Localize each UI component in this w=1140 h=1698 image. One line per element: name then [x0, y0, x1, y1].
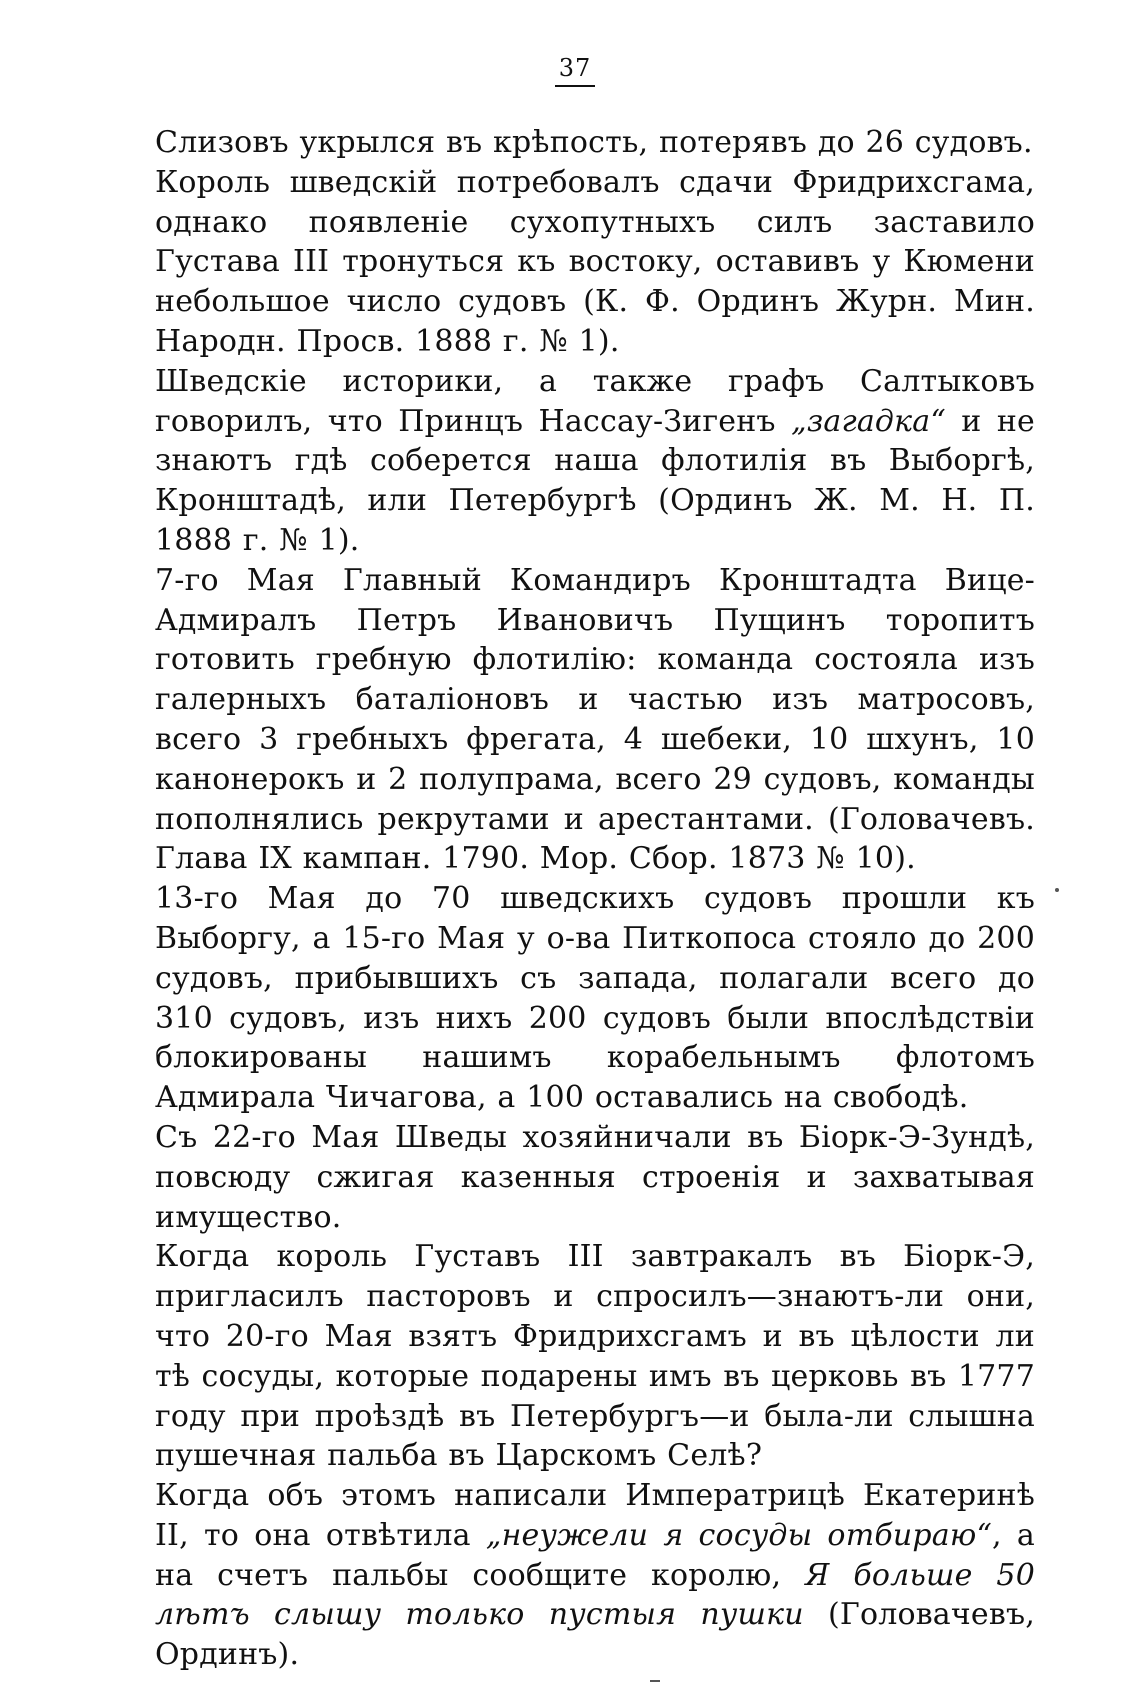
- paragraph-8-text-before: Когда объ этомъ написали Императрицѣ Екатеринѣ II, то она отвѣтила: [155, 1478, 1035, 1553]
- paragraph-6: [155, 1118, 1035, 1237]
- paragraph-7: [155, 1237, 1035, 1476]
- paragraph-8-text-middle: , а на счетъ пальбы сообщите королю,: [155, 1517, 1035, 1593]
- paragraph-3-text-after: и не знаютъ гдѣ соберется наша флотилія въ Выборгѣ, Кронштадѣ, или Петербургѣ (Ординъ Ж. М. Н. П. 1888 г. № 1).: [155, 403, 1035, 558]
- paragraph-2: [155, 163, 1035, 362]
- paragraph-8-text-after: (Головачевъ, Ординъ).: [155, 1597, 1035, 1673]
- paragraph-4: [155, 561, 1035, 879]
- paragraph-1-text: Слизовъ укрылся въ крѣпость, потерявъ до 26 судовъ.: [155, 125, 1033, 160]
- paragraph-2-text: Король шведскій потребовалъ сдачи Фридрихсгама, однако появленіе сухопутныхъ силъ заставило Густава III тронуться къ востоку, оставивъ у Кюмени небольшое число судовъ (К. Ф. Ординъ Журн. Мин. Народн. Просв. 1888 г. № 1).: [155, 164, 1035, 359]
- paragraph-3-text-before: Шведскіе историки, а также графъ Салтыковъ говорилъ, что Принцъ Нассау-Зигенъ: [155, 363, 1035, 439]
- paragraph-5: [155, 879, 1035, 1118]
- paragraph-8-italic-phrase: Я больше 50 лѣтъ слышу только пустыя пушки: [155, 1557, 1035, 1633]
- paragraph-8: [155, 1476, 1035, 1675]
- paragraph-6-text: Съ 22-го Мая Шведы хозяйничали въ Біорк-Э-Зундѣ, повсюду сжигая казенныя строенія и захватывая имущество.: [155, 1119, 1035, 1235]
- paragraph-5-text: 13-го Мая до 70 шведскихъ судовъ прошли къ Выборгу, а 15-го Мая у о-ва Питкопоса стояло до 200 судовъ, прибывшихъ съ запада, полагали всего до 310 судовъ, изъ нихъ 200 судовъ были впослѣдствіи блокированы нашимъ корабельнымъ флотомъ Адмирала Чичагова, а 100 оставались на свободѣ.: [155, 881, 1035, 1116]
- paragraph-1: [155, 123, 1035, 163]
- paragraph-4-text: 7-го Мая Главный Командиръ Кронштадта Вице-Адмиралъ Петръ Ивановичъ Пущинъ торопитъ готовить гребную флотилію: команда состояла изъ галерныхъ баталіоновъ и частью изъ матросовъ, всего 3 гребныхъ фрегата, 4 шебеки, 10 шхунъ, 10 канонерокъ и 2 полупрама, всего 29 судовъ, команды пополнялись рекрутами и арестантами. (Головачевъ. Глава IX кампан. 1790. Мор. Сбор. 1873 № 10).: [155, 562, 1035, 877]
- paragraph-8-italic-quote: „неужели я сосуды отбираю“: [485, 1517, 993, 1553]
- paragraph-3-italic: „загадка“: [791, 403, 946, 439]
- page-number: 37: [555, 55, 596, 87]
- page-number-wrap: [515, 55, 635, 87]
- main-text: [155, 123, 1035, 1675]
- paragraph-7-text: Когда король Густавъ III завтракалъ въ Біорк-Э, пригласилъ пасторовъ и спросилъ—знаютъ-ли они, что 20-го Мая взятъ Фридрихсгамъ и въ цѣлости ли тѣ сосуды, которые подарены имъ въ церковь въ 1777 году при проѣздѣ въ Петербургъ—и была-ли слышна пушечная пальба въ Царскомъ Селѣ?: [155, 1239, 1035, 1474]
- margin-speck: [1055, 888, 1059, 892]
- bottom-speck: [650, 1680, 660, 1682]
- paragraph-3: [155, 362, 1035, 561]
